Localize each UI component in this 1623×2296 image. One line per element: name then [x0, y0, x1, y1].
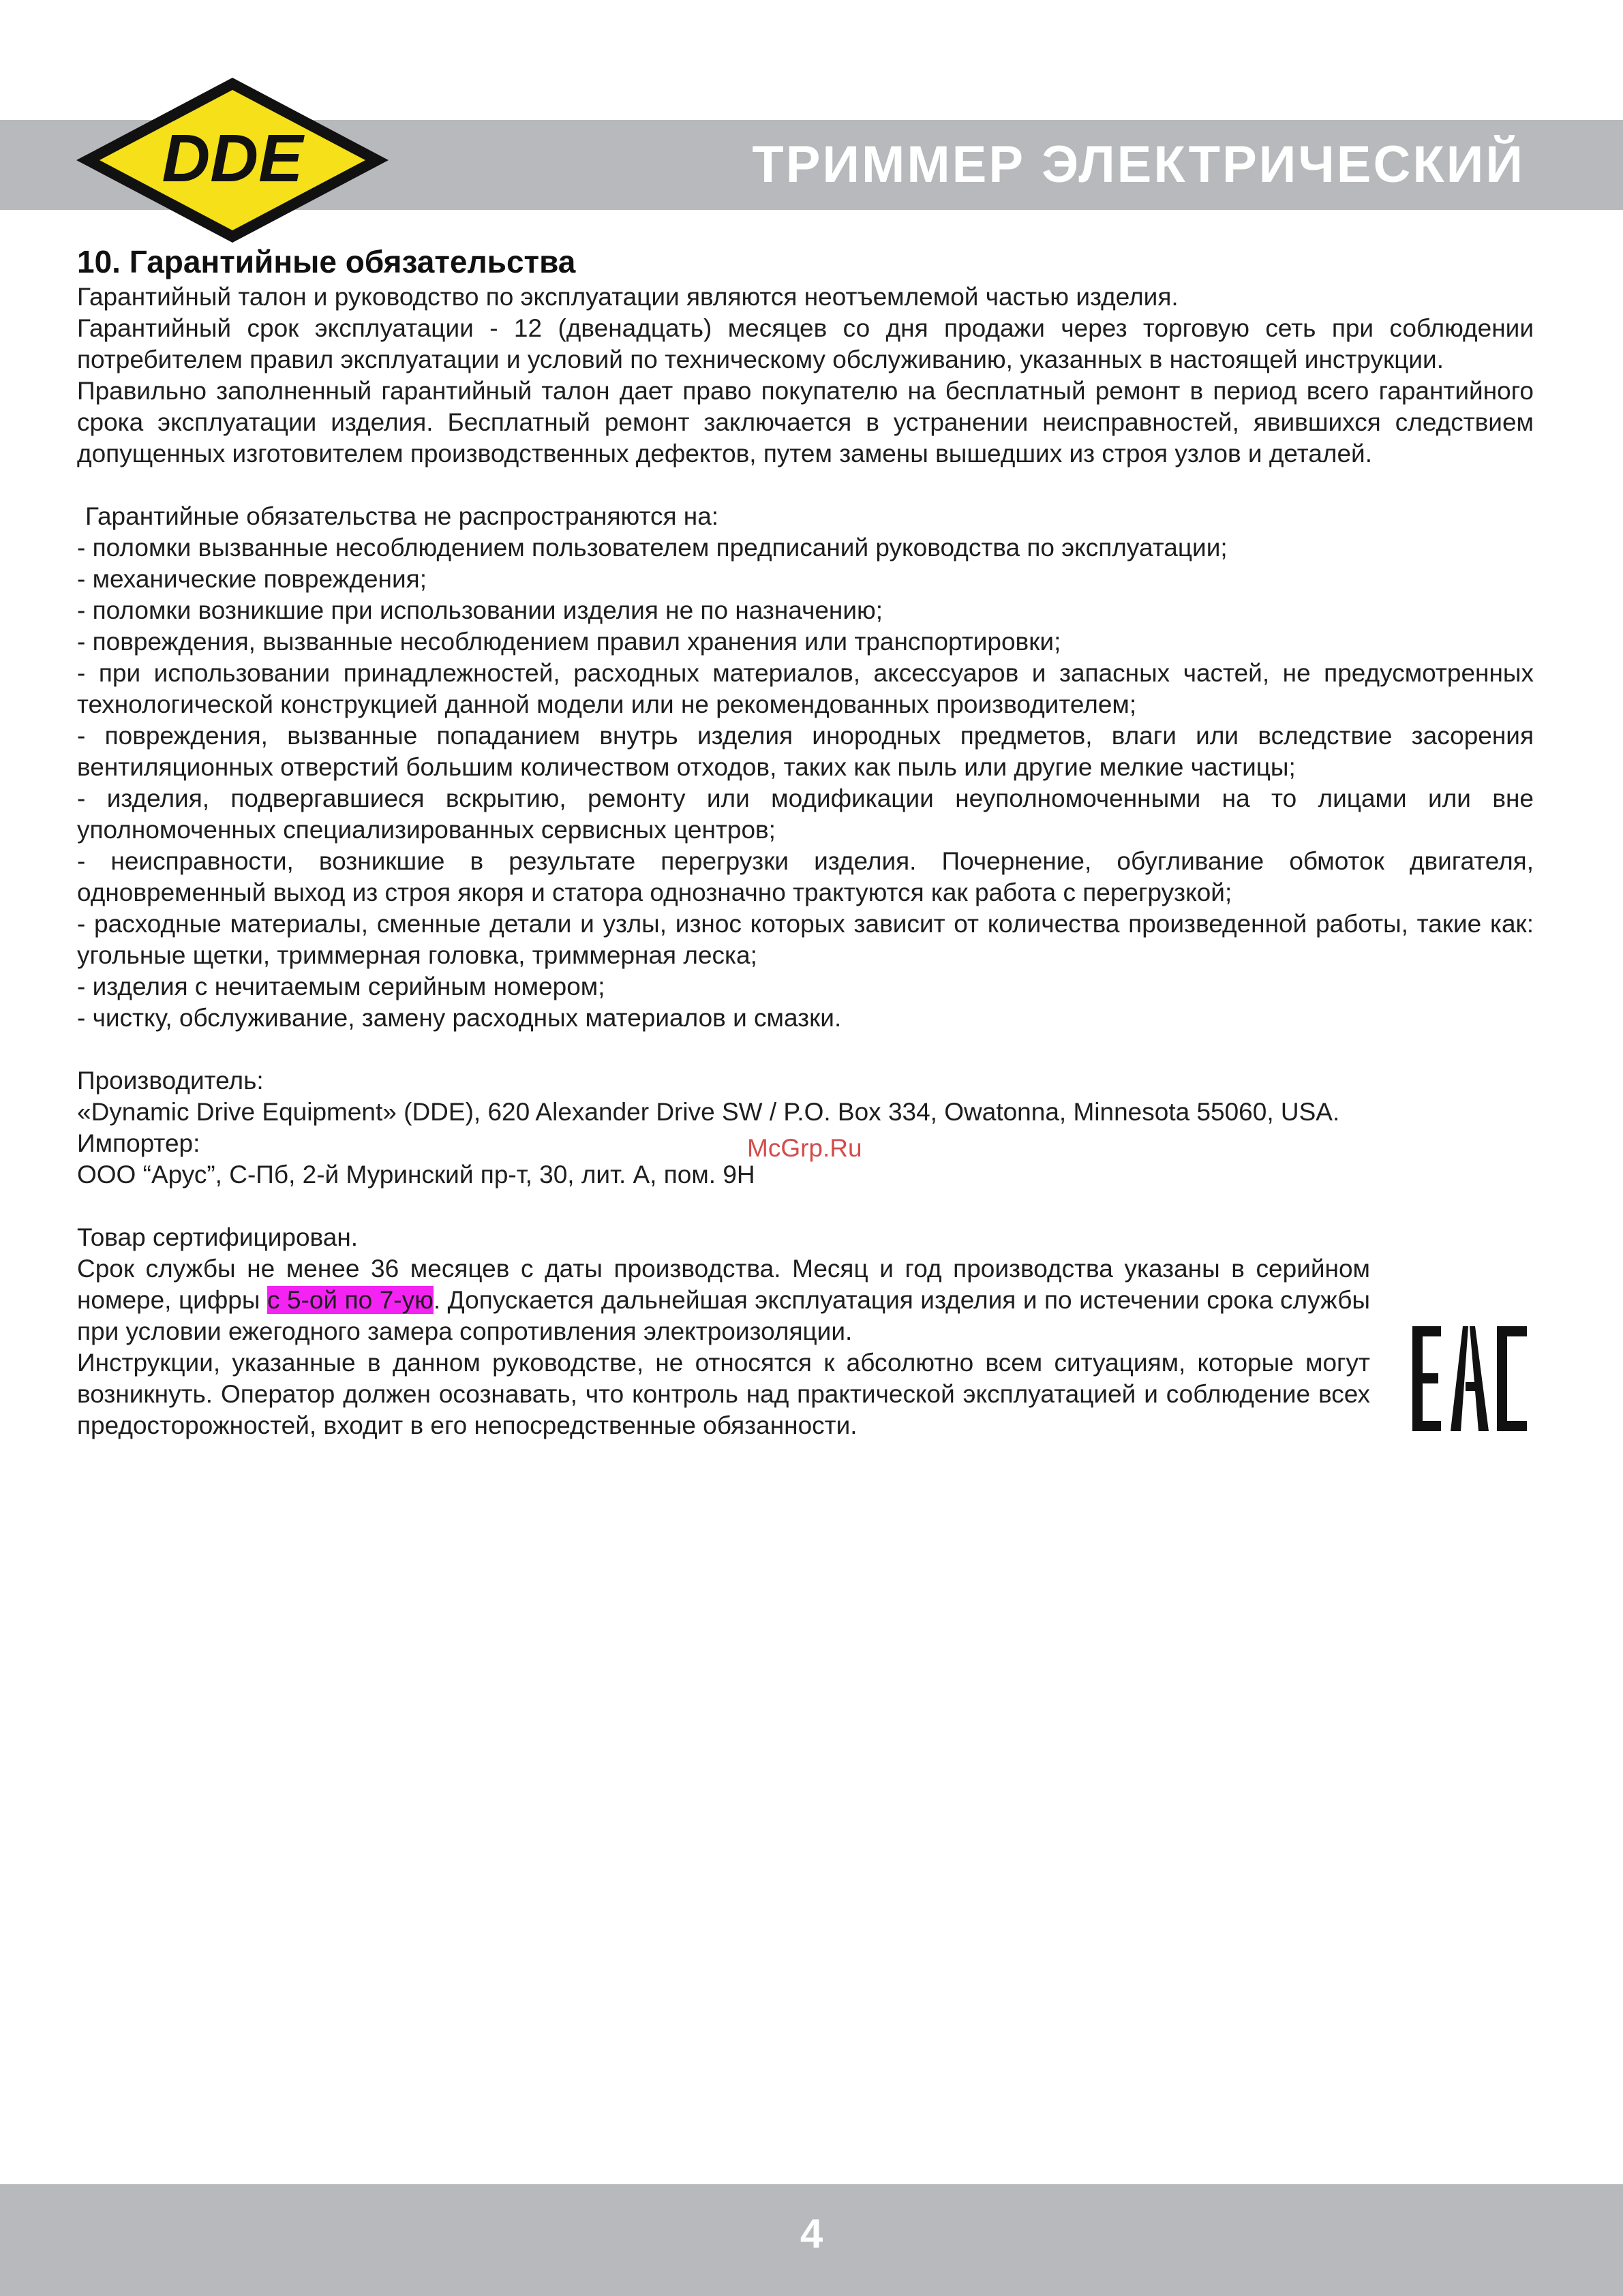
serial-digits-highlight: с 5-ой по 7-ую: [267, 1286, 434, 1314]
manufacturer-text: «Dynamic Drive Equipment» (DDE), 620 Alexander Drive SW / P.O. Box 334, Owatonna, Minnesota 55060, USA.: [77, 1098, 1340, 1126]
exclusions-heading: Гарантийные обязательства не распространяются на:: [85, 502, 719, 530]
exclusion-item: - повреждения, вызванные несоблюдением правил хранения или транспортировки;: [77, 628, 1061, 656]
dde-logo: [74, 75, 391, 245]
exclusion-item: - неисправности, возникшие в результате перегрузки изделия. Почернение, обугливание обмоток двигателя, одновременный выход из строя якоря и статора однозначно трактуются как работа с перегрузкой;: [77, 847, 1534, 906]
certification-block: [77, 1222, 1370, 1441]
eac-mark: [1411, 1325, 1528, 1433]
certified-text: Товар сертифицирован.: [77, 1223, 359, 1251]
service-life-paragraph: [77, 1253, 1370, 1347]
exclusion-item: - поломки вызванные несоблюдением пользователем предписаний руководства по эксплуатации;: [77, 534, 1228, 562]
service-life-text-start: Срок службы не менее 36 месяцев с даты производства. Месяц и год производства указаны в серийном номере, цифры: [77, 1255, 1370, 1314]
warranty-section: [77, 242, 1534, 1441]
instructions-note: Инструкции, указанные в данном руководстве, не относятся к абсолютно всем ситуациям, которые могут возникнуть. Оператор должен осознавать, что контроль над практической эксплуатацией и соблюдение всех предосторожностей, входит в его непосредственные обязанности.: [77, 1349, 1370, 1439]
logo-text: DDE: [162, 121, 303, 196]
service-life-text-end: . Допускается дальнейшая эксплуатация изделия и по истечении срока службы при условии ежегодного замера сопротивления электроизоляции.: [77, 1286, 1370, 1345]
exclusion-item: - механические повреждения;: [77, 565, 427, 593]
exclusion-item: - расходные материалы, сменные детали и узлы, износ которых зависит от количества произведенной работы, такие как: угольные щетки, триммерная головка, триммерная леска;: [77, 910, 1534, 969]
exclusion-item: - чистку, обслуживание, замену расходных материалов и смазки.: [77, 1004, 842, 1032]
exclusion-item: - поломки возникшие при использовании изделия не по назначению;: [77, 596, 883, 624]
importer-label: Импортер:: [77, 1129, 200, 1157]
exclusion-item: - изделия, подвергавшиеся вскрытию, ремонту или модификации неуполномоченными на то лицами или вне уполномоченных специализированных сервисных центров;: [77, 784, 1534, 844]
manufacturer-label: Производитель:: [77, 1067, 264, 1095]
page-number: 4: [800, 2211, 823, 2256]
watermark: McGrp.Ru: [747, 1134, 862, 1162]
exclusion-item: - при использовании принадлежностей, расходных материалов, аксессуаров и запасных частей, не предусмотренных технологической конструкцией данной модели или не рекомендованных производителем;: [77, 659, 1534, 718]
header-title: ТРИММЕР ЭЛЕКТРИЧЕСКИЙ: [752, 136, 1525, 194]
exclusion-item: - повреждения, вызванные попаданием внутрь изделия инородных предметов, влаги или вследствие засорения вентиляционных отверстий большим количеством отходов, таких как пыль или другие мелкие частицы;: [77, 722, 1534, 781]
intro-paragraph-3: Правильно заполненный гарантийный талон дает право покупателю на бесплатный ремонт в период всего гарантийного срока эксплуатации изделия. Бесплатный ремонт заключается в устранении неисправностей, явившихся следствием допущенных изготовителем производственных дефектов, путем замены вышедших из строя узлов и деталей.: [77, 377, 1534, 468]
section-title: 10. Гарантийные обязательства: [77, 244, 576, 279]
exclusion-item: - изделия с нечитаемым серийным номером;: [77, 973, 605, 1000]
intro-paragraph-2: Гарантийный срок эксплуатации - 12 (двенадцать) месяцев со дня продажи через торговую сеть при соблюдении потребителем правил эксплуатации и условий по техническому обслуживанию, указанных в настоящей инструкции.: [77, 314, 1534, 373]
importer-text: ООО “Арус”, С-Пб, 2-й Муринский пр-т, 30, лит. А, пом. 9Н: [77, 1161, 755, 1189]
intro-paragraph-1: Гарантийный талон и руководство по эксплуатации являются неотъемлемой частью изделия.: [77, 283, 1179, 311]
